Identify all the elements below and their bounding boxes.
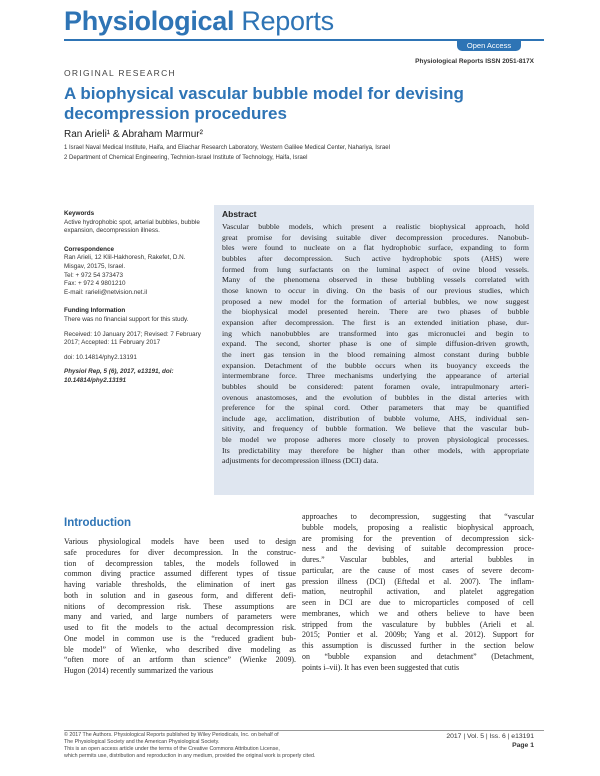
body-line: points i–vii). It has even been suggested that cutis [302, 662, 460, 672]
authors: Ran Arieli¹ & Abraham Marmur² [64, 129, 203, 140]
body-line: tion of decompression tables, the models followed in [64, 558, 296, 568]
abstract-line: great promise for devising suitable diver decompression procedures. Nanobub- [222, 232, 529, 242]
keywords-text: Active hydrophobic spot, arterial bubbles, bubble expansion, decompression illness. [64, 218, 200, 235]
footer-right [446, 732, 534, 750]
received-dates: Received: 10 January 2017; Revised: 7 February 2017; Accepted: 11 February 2017 [64, 330, 201, 347]
body-line: both in solution and in gaseous form, and different defi- [64, 590, 296, 600]
citation: Physiol Rep, 5 (6), 2017, e13191, doi: 10.14814/phy2.13191 [64, 368, 174, 384]
abstract-line: those known to occur in diving. On the basis of our previous studies, which [222, 285, 529, 295]
body-line: used to fit the models to the actual decompression risk. [64, 623, 296, 632]
body-line: “often more of an artform than science” (Wienke 2009). [64, 655, 296, 665]
body-line: safe procedures for diver decompression. In the construc- [64, 547, 296, 557]
sidebar [64, 210, 204, 386]
body-line: are promising for the prevention of decompression sick- [302, 533, 534, 543]
body-column-right [302, 512, 534, 673]
body-line: nitions of decompression risk. These assumptions are [64, 601, 296, 611]
body-line: membranes, which we and others believe to have been [302, 608, 534, 618]
correspondence-line: Ran Arieli, 12 Klil-Hakhoresh, Rakefet, D.N. [64, 254, 186, 262]
abstract-line: the biophysical model presented herein. There are two phases of bubble [222, 307, 529, 317]
body-line: common diving practice assumed different types of tissue [64, 569, 296, 579]
body-line: seen in DCI are due to microparticles composed of cell [302, 598, 534, 607]
open-access-badge: Open Access [457, 40, 521, 51]
abstract-heading: Abstract [222, 209, 257, 219]
abstract-line: formed from lung surfactants on the luminal aspect of ovine blood vessels. [222, 264, 529, 274]
funding-heading: Funding Information [64, 307, 126, 315]
abstract-line: sitivity, and frequency of bubble formation. We believe that the vascular bub- [222, 424, 529, 434]
body-line: bubble models, proposing a realistic biophysical approach, [302, 522, 534, 532]
abstract-line: Many of the phenomena observed in these bubbling vessels correlated with [222, 275, 529, 285]
abstract-line: proposed a new model for the formation of arterial bubbles, we now suggest [222, 296, 529, 306]
abstract-line: ovenous anastomoses, and the evolution of bubbles in the distal arteries with [222, 392, 529, 402]
abstract-line: bubbles should be considered: patent foramen ovale, intrapulmonary arteri- [222, 381, 529, 391]
body-line: pression illness (DCI) (Eftedal et al. 2007). The inflam- [302, 576, 534, 586]
body-line: dures.” Vascular bubbles, and arterial bubbles in [302, 555, 534, 564]
doi[interactable]: doi: 10.14814/phy2.13191 [64, 353, 137, 361]
body-line: many and varied, and large numbers of parameters were [64, 612, 296, 622]
correspondence-line: Misgav, 20175, Israel. [64, 262, 126, 270]
introduction-heading: Introduction [64, 517, 132, 529]
abstract-line: preference for the spinal cord. Other parameters that may be quantified [222, 403, 529, 413]
body-line: mation, neutrophil activation, and platelet aggregation [302, 587, 534, 597]
abstract-line: ble model we propose adheres more closely to proven physiological processes. [222, 435, 529, 445]
abstract-line: Its predictability may therefore be higher than other models, with appropriate [222, 445, 529, 455]
footer-rule [64, 730, 544, 731]
body-line: One model in common use is the “reduced gradient bub- [64, 633, 296, 643]
affiliation-2: 2 Department of Chemical Engineering, Technion-Israel Institute of Technology, Haifa, Israel [64, 155, 308, 161]
abstract-line: bubbles after decompression. Such active hydrophobic spots (AHS) were [222, 253, 529, 263]
correspondence-line: Fax: + 972 4 9801210 [64, 280, 126, 288]
keywords-heading: Keywords [64, 210, 95, 217]
body-line: stripped from the vasculature by bubbles (Arieli et al. [302, 619, 534, 629]
journal-title-regular: Reports [241, 6, 334, 36]
body-line: Hugon (2014) recently summarized the various [64, 666, 214, 675]
body-line: having variable thresholds, the elimination of inert gas [64, 580, 296, 589]
copyright-line: which permits use, distribution and reproduction in any medium, provided the original work is properly cited. [64, 753, 316, 759]
correspondence-heading: Correspondence [64, 245, 115, 253]
body-line: 2015; Pontier et al. 2009b; Yang et al. 2012). Support for [302, 630, 534, 640]
article-title: A biophysical vascular bubble model for devising decompression procedures [64, 84, 464, 123]
abstract-line: Vascular bubble models, which present a realistic biophysical approach, hold [222, 222, 529, 231]
footer-copyright [64, 732, 394, 760]
body-line: ness and the devising of suitable decompression proce- [302, 544, 534, 554]
affiliation-1: 1 Israel Naval Medical Institute, Haifa, and Eliachar Research Laboratory, Western Galilee Medical Center, Nahariya, Israel [64, 145, 390, 151]
correspondence-email[interactable]: E-mail: rarieli@netvision.net.il [64, 288, 148, 296]
journal-title [64, 6, 334, 37]
copyright-line: This is an open access article under the terms of the Creative Commons Attribution License, [64, 746, 280, 752]
abstract-line: intermembrane force. Three mechanisms underlying the appearance of arterial [222, 371, 529, 381]
body-line: approaches to decompression, suggesting that “vascular [302, 512, 534, 521]
abstract-line: adjustments for decompression illness (DCI) data. [222, 456, 379, 466]
body-line: Various physiological models have been used to design [64, 537, 296, 546]
issn-line: Physiological Reports ISSN 2051-817X [415, 58, 534, 65]
abstract-text [222, 222, 529, 467]
correspondence-line: Tel: + 972 54 373473 [64, 271, 123, 279]
page-number: Page 1 [512, 742, 534, 749]
body-line: on “bubble expansion and detachment” (Detachment, [302, 651, 534, 661]
funding-text: There was no financial support for this study. [64, 315, 189, 323]
journal-title-bold: Physiological [64, 6, 235, 36]
abstract-line: expansion after decompression. The first is an extended initiation phase, dur- [222, 317, 529, 327]
section-label: ORIGINAL RESEARCH [64, 68, 176, 78]
body-line: particular, are the cause of most cases of severe decom- [302, 565, 534, 575]
abstract-line: include age, acclimation, distribution of bubble volume, AHS, individual sen- [222, 413, 529, 423]
abstract-line: ing which nanobubbles are transformed into gas micronuclei and begin to [222, 328, 529, 338]
copyright-line: © 2017 The Authors. Physiological Reports published by Wiley Periodicals, Inc. on behalf of [64, 732, 279, 738]
copyright-line: The Physiological Society and the American Physiological Society. [64, 739, 220, 745]
body-column-left [64, 537, 296, 677]
abstract-line: the inert gas tension in the blood remaining almost constant during bubble [222, 349, 529, 359]
abstract-line: bles were found to nucleate on a flat hydrophobic surface, expanding to form [222, 243, 529, 253]
body-line: this assumption is discussed further in the section below [302, 641, 534, 650]
body-line: ble model” of Wienke, who described dive modeling as [64, 644, 296, 654]
abstract-line: expansion. Detachment of the bubble occurs when its buoyancy exceeds the [222, 360, 529, 370]
volume-issue: 2017 | Vol. 5 | Iss. 6 | e13191 [446, 733, 534, 740]
abstract-line: expand. The second, shorter phase is one of simple diffusion-driven growth, [222, 339, 529, 349]
